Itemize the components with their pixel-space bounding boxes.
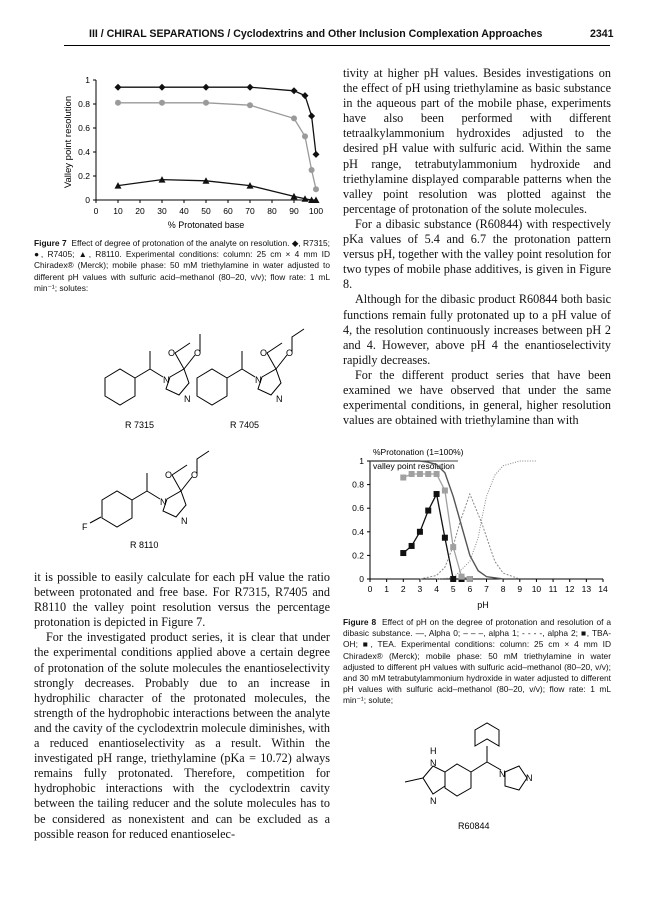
figure8-plot: [343, 445, 618, 615]
figure8-structure: [395, 720, 565, 840]
fig8-xtick-label: 2: [400, 584, 406, 594]
fig8-xtick-label: 12: [564, 584, 575, 594]
figure7-chart: [60, 72, 335, 264]
structure-r8110: [90, 451, 209, 527]
fig8-xtick-label: 11: [548, 584, 558, 594]
fig8-ytick-label: 0.8: [352, 479, 364, 490]
r60844-atom-n1: N: [430, 758, 437, 768]
fig7-ytick-label: 0.2: [78, 171, 90, 181]
figure7-caption-label: Figure 7: [34, 238, 67, 248]
right-column-text: [343, 66, 611, 428]
figure8-caption: [343, 617, 611, 707]
fig8-point-tea: [467, 576, 473, 582]
fig7-xtick-label: 40: [179, 206, 189, 216]
figure8-caption-label: Figure 8: [343, 617, 377, 627]
fig7-point-r7315: [291, 87, 298, 94]
fig7-point-r7405: [247, 102, 253, 108]
fig7-point-r7315: [203, 84, 210, 91]
r7405-atom-n2: N: [276, 394, 283, 404]
r60844-atom-n4: N: [526, 773, 533, 783]
fig8-point-tea: [442, 488, 448, 494]
fig8-ytick-label: 0: [359, 574, 364, 584]
figure7-caption-text: Effect of degree of protonation of the analyte on resolution. ◆, R7315; ●, R7405; ▲, R8110. Experimental conditions: column: 25 cm × 4 mm ID Chiradex® (Merck); mobile phase: 50 mM triethylamine in water adjusted to different pH values with sulfuric acid–methanol (80–20, v/v); flow rate: 1 mL min⁻¹; solutes:: [34, 238, 330, 293]
r60844-atom-n3: N: [499, 769, 506, 779]
header-rule: [64, 45, 610, 46]
fig8-xtick-label: 3: [417, 584, 423, 594]
fig7-point-r7405: [302, 133, 308, 139]
fig8-xtick-label: 9: [517, 584, 523, 594]
r7405-atom-n1: N: [255, 375, 262, 385]
fig7-point-r7405: [115, 100, 121, 106]
fig8-xtick-label: 5: [450, 584, 456, 594]
r7315-atom-o2: O: [194, 348, 202, 358]
structure-label-r60844: R60844: [458, 821, 490, 831]
fig7-xtick-label: 20: [135, 206, 145, 216]
fig8-xtick-label: 8: [500, 584, 506, 594]
fig7-ytick-label: 0: [85, 195, 90, 205]
fig7-series-line-r7315: [118, 87, 316, 154]
left-paragraph-2: For the investigated product series, it is clear that under the experimental conditions applied above a certain degree of protonation of the solute molecules the enantioselectivity strongly decreases. Probably due to an increase in hydrophilic character of the protonated molecules, the strength of the hydrophobic interactions between the analyte and the cavity of the cyclodextrin molecule diminishes, with a reduced enantioselectivity as a result. Within the investigated pH range, triethylamine (pKa = 10.72) always remains fully protonated. Therefore, competition for hydrophobic interactions with the cyclodextrin cavity between the tailing reducer and the solute molecules has to be considered as nonexistent and can be excluded as a possible reason for reduced enantioselec-: [34, 630, 330, 841]
fig7-xtick-label: 30: [157, 206, 167, 216]
fig8-xtick-label: 10: [531, 584, 542, 594]
structure-r7405: [197, 329, 304, 405]
fig8-ytick-label: 0.4: [352, 526, 364, 537]
fig8-series-line-alpha-1: [420, 494, 520, 579]
fig7-ytick-label: 1: [85, 75, 90, 85]
figure7-caption: [34, 238, 330, 294]
right-paragraph-3: Although for the dibasic product R60844 both basic functions remain fully protonated up to a pH value of 4, the resolution continuously increases between pH 2 and 4. However, above pH 4 the enantioselectivity rapidly decreases.: [343, 292, 611, 367]
r7405-atom-o2: O: [286, 348, 294, 358]
page-number: 2341: [590, 28, 614, 40]
fig7-xtick-label: 100: [308, 206, 324, 216]
figure8-caption-text: Effect of pH on the degree of protonation and resolution of a dibasic substance. —, Alpha 0; – – –, alpha 1; - - - -, alpha 2; ■, TBA-OH; ■, TEA. Experimental conditions: column: 25 cm × 4 mm ID Chiradex® (Merck); mobile phase: 50 mM triethylamine in water adjusted to different pH values with sulfuric acid–methanol (80–20, v/v); and 30 mM tetrabutylammonium hydroxide in water adjusted to different pH values with sulfuric acid–methanol (80–20, v/v); flow rate: 1 mL min⁻¹; solute;: [343, 617, 612, 706]
fig8-point-tba-oh: [417, 529, 423, 535]
fig7-series-line-r8110: [118, 180, 316, 200]
fig8-xtick-label: 0: [367, 584, 373, 594]
structure-label-r7405: R 7405: [230, 420, 260, 430]
figure7-structures: [80, 325, 340, 555]
fig8-point-tea: [409, 471, 415, 477]
fig8-series-line-alpha-0: [370, 461, 503, 579]
r60844-atom-h: H: [430, 746, 437, 756]
r8110-atom-n2: N: [181, 516, 188, 526]
fig8-xtick-label: 7: [484, 584, 489, 594]
fig8-point-tba-oh: [450, 576, 456, 582]
r7315-atom-o1: O: [168, 348, 176, 358]
fig7-xlabel: % Protonated base: [167, 220, 245, 230]
fig8-xtick-label: 1: [384, 584, 390, 594]
r7315-atom-n1: N: [163, 375, 170, 385]
fig8-xtick-label: 4: [434, 584, 439, 594]
fig8-point-tea: [417, 471, 423, 477]
r8110-atom-o2: O: [191, 470, 199, 480]
fig7-xtick-label: 10: [113, 206, 123, 216]
fig7-ytick-label: 0.4: [78, 147, 90, 157]
fig7-point-r7315: [313, 151, 320, 158]
fig7-xtick-label: 50: [201, 206, 211, 216]
fig7-point-r7405: [291, 115, 297, 121]
fig7-series-line-r7405: [118, 103, 316, 189]
left-paragraph-1: it is possible to easily calculate for each pH value the ratio between protonated and free base. For R7315, R7405 and R8110 the valley point resolution versus the percentage protonation is depicted in Figure 7.: [34, 570, 330, 630]
running-header: [0, 0, 668, 52]
fig7-xtick-label: 60: [223, 206, 233, 216]
right-paragraph-4: For the different product series that have been examined we have observed that under the same experimental conditions, in general, higher resolution values are obtained with triethylamine than with: [343, 367, 611, 428]
fig7-point-r7405: [159, 100, 165, 106]
fig8-xtick-label: 6: [467, 584, 473, 594]
fig7-point-r7315: [159, 84, 166, 91]
structure-r60844: [405, 723, 527, 796]
fig7-xtick-label: 80: [267, 206, 277, 216]
fig7-point-r7315: [308, 113, 315, 120]
fig8-series-line-alpha-2: [437, 461, 537, 579]
fig7-point-r7405: [203, 100, 209, 106]
fig8-series-line-tba-oh: [403, 494, 470, 579]
fig8-point-tba-oh: [434, 491, 440, 497]
fig7-xtick-label: 70: [245, 206, 255, 216]
r7405-atom-o1: O: [260, 348, 268, 358]
fig8-xtick-label: 14: [598, 584, 608, 594]
fig7-ylabel: Valley point resolution: [63, 95, 74, 189]
fig8-point-tba-oh: [400, 550, 406, 556]
fig7-point-r7405: [313, 186, 319, 192]
r60844-atom-n2: N: [430, 796, 437, 806]
left-column-text: [34, 570, 330, 842]
fig7-point-r7315: [247, 84, 254, 91]
fig7-ytick-label: 0.8: [78, 99, 90, 109]
structure-label-r7315: R 7315: [125, 420, 155, 430]
fig8-ytick-label: 0.6: [352, 503, 364, 514]
fig8-series-line-tea: [403, 474, 470, 579]
fig8-xlabel: pH: [477, 600, 489, 610]
fig7-xtick-label: 0: [93, 206, 99, 216]
fig8-xtick-label: 13: [581, 584, 592, 594]
structure-label-r8110: R 8110: [130, 540, 159, 550]
fig8-ytick-label: 1: [359, 456, 364, 466]
r8110-atom-o1: O: [165, 470, 173, 480]
fig8-point-tea: [425, 471, 431, 477]
r8110-atom-f: F: [82, 522, 88, 532]
fig7-point-r7405: [309, 167, 315, 173]
right-paragraph-2: For a dibasic substance (R60844) with respectively pKa values of 5.4 and 6.7 the protonation pattern versus pH, together with the valley point resolution for two types of mobile phase additives, is given in Figure 8.: [343, 216, 611, 292]
fig8-point-tea: [400, 475, 406, 481]
right-paragraph-1: tivity at higher pH values. Besides investigations on the effect of pH using triethylamine as basic substance in the aqueous part of the mobile phase, experiments have also been performed with different tetraalkylammonium hydroxides adjusted to the desired pH value with sulfuric acid. Within the same pH range, tetrabutylammonium hydroxide and triethylamine displayed comparable patterns when the valley point resolution was plotted against the percentage of protonation of the solute molecules.: [343, 66, 611, 216]
fig7-xtick-label: 90: [289, 206, 299, 216]
fig8-annotation-line1: %Protonation (1=100%): [373, 447, 464, 457]
fig7-ytick-label: 0.6: [78, 123, 90, 133]
fig7-point-r7315: [115, 84, 122, 91]
fig8-point-tba-oh: [425, 508, 431, 514]
r8110-atom-n1: N: [160, 497, 167, 507]
header-title: III / CHIRAL SEPARATIONS / Cyclodextrins and Other Inclusion Complexation Approaches: [89, 28, 543, 40]
fig8-point-tba-oh: [409, 543, 415, 549]
fig8-point-tea: [450, 544, 456, 550]
fig8-point-tea: [459, 574, 465, 580]
fig8-point-tea: [434, 471, 440, 477]
fig8-ytick-label: 0.2: [352, 550, 364, 561]
fig8-annotation-line2: valley point resolution: [373, 461, 455, 471]
r7315-atom-n2: N: [184, 394, 191, 404]
fig8-point-tba-oh: [442, 535, 448, 541]
fig7-point-r7315: [302, 92, 309, 99]
